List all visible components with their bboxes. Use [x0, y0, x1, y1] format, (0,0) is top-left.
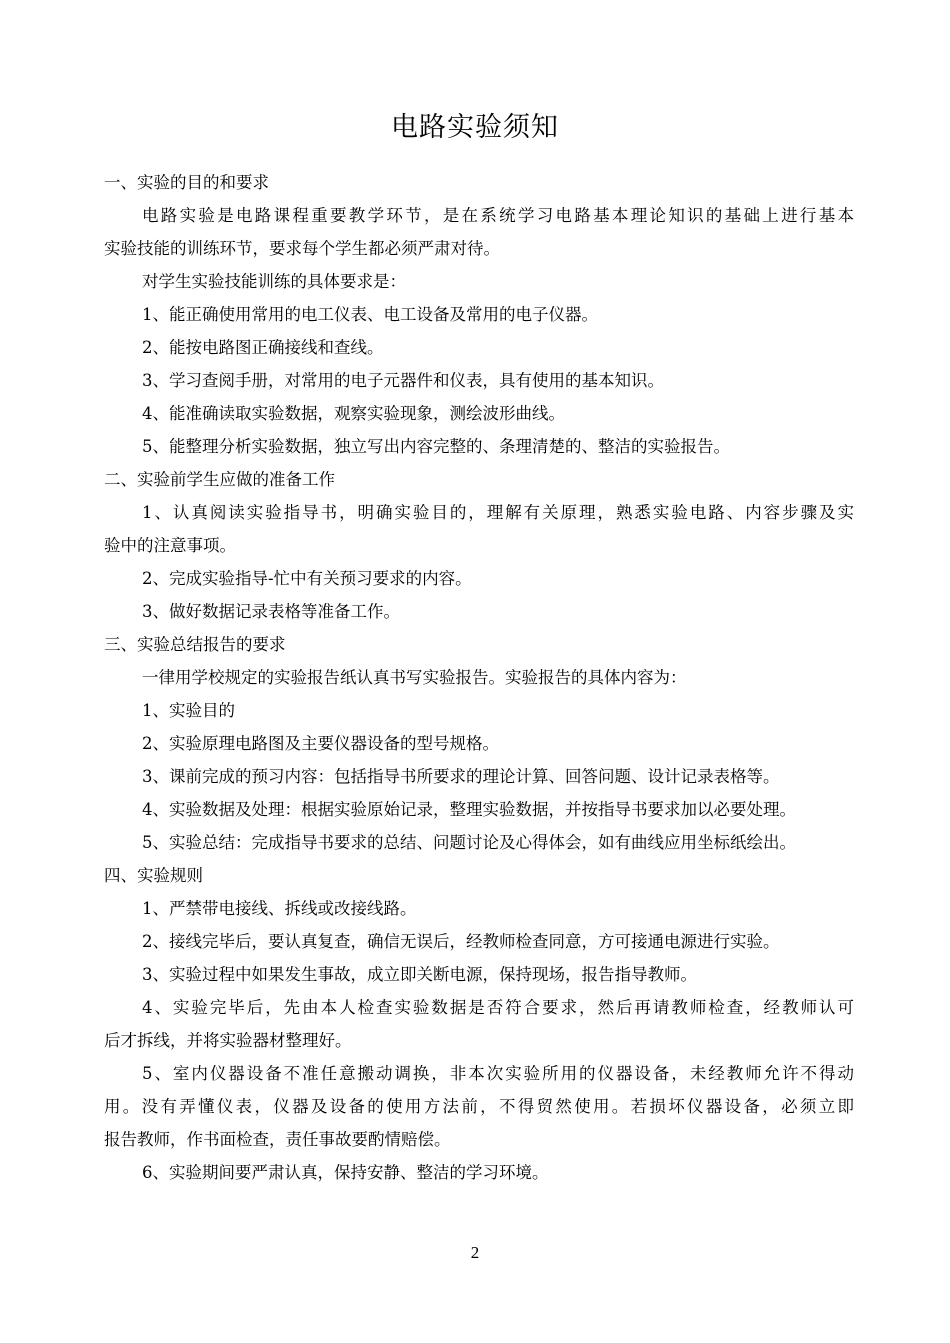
text-line: 3、课前完成的预习内容：包括指导书所要求的理论计算、回答问题、设计记录表格等。 — [142, 767, 780, 786]
text-line: 1、实验目的 — [142, 701, 235, 720]
text-line: 4、实验数据及处理：根据实验原始记录，整理实验数据，并按指导书要求加以必要处理。 — [142, 800, 796, 819]
text-line: 对学生实验技能训练的具体要求是： — [142, 272, 406, 291]
text-line: 2、接线完毕后，要认真复查，确信无误后，经教师检查同意，方可接通电源进行实验。 — [142, 932, 780, 951]
text-line: 5、室内仪器设备不准任意搬动调换，非本次实验所用的仪器设备，未经教师允许不得动 — [142, 1064, 854, 1083]
text-line: 1、能正确使用常用的电工仪表、电工设备及常用的电子仪器。 — [142, 305, 598, 324]
text-line: 6、实验期间要严肃认真，保持安静、整洁的学习环境。 — [142, 1163, 549, 1182]
text-line: 5、能整理分析实验数据，独立写出内容完整的、条理清楚的、整洁的实验报告。 — [142, 437, 730, 456]
section-heading: 四、实验规则 — [104, 866, 203, 885]
section-heading: 三、实验总结报告的要求 — [104, 635, 286, 654]
text-line: 4、能准确读取实验数据，观察实验现象，测绘波形曲线。 — [142, 404, 565, 423]
text-line: 3、实验过程中如果发生事故，成立即关断电源，保持现场，报告指导教师。 — [142, 965, 697, 984]
text-line: 4、实验完毕后，先由本人检查实验数据是否符合要求，然后再请教师检查，经教师认可 — [142, 998, 854, 1017]
text-line: 3、做好数据记录表格等准备工作。 — [142, 602, 400, 621]
text-line: 验中的注意事项。 — [104, 536, 236, 555]
text-line: 2、实验原理电路图及主要仪器设备的型号规格。 — [142, 734, 499, 753]
text-line: 一律用学校规定的实验报告纸认真书写实验报告。实验报告的具体内容为： — [142, 668, 687, 687]
text-line: 3、学习查阅手册，对常用的电子元器件和仪表，具有使用的基本知识。 — [142, 371, 664, 390]
section-heading: 二、实验前学生应做的准备工作 — [104, 470, 335, 489]
page-number: 2 — [470, 1243, 480, 1262]
text-line: 1、严禁带电接线、拆线或改接线路。 — [142, 899, 417, 918]
page-title: 电路实验须知 — [391, 112, 559, 143]
section-heading: 一、实验的目的和要求 — [104, 173, 269, 192]
text-line: 电路实验是电路课程重要教学环节，是在系统学习电路基本理论知识的基础上进行基本 — [142, 206, 854, 225]
text-line: 用。没有弄懂仪表，仪器及设备的使用方法前，不得贸然使用。若损坏仪器设备，必须立即 — [104, 1097, 854, 1116]
text-line: 2、完成实验指导-忙中有关预习要求的内容。 — [142, 569, 472, 588]
text-line: 1、认真阅读实验指导书，明确实验目的，理解有关原理，熟悉实验电路、内容步骤及实 — [142, 503, 854, 522]
text-line: 2、能按电路图正确接线和查线。 — [142, 338, 384, 357]
text-line: 后才拆线，并将实验器材整理好。 — [104, 1031, 352, 1050]
document-body — [104, 166, 854, 1189]
text-line: 5、实验总结：完成指导书要求的总结、问题讨论及心得体会，如有曲线应用坐标纸绘出。 — [142, 833, 796, 852]
text-line: 报告教师，作书面检查，责任事故要酌情赔偿。 — [104, 1130, 451, 1149]
text-line: 实验技能的训练环节，要求每个学生都必须严肃对待。 — [104, 239, 500, 258]
